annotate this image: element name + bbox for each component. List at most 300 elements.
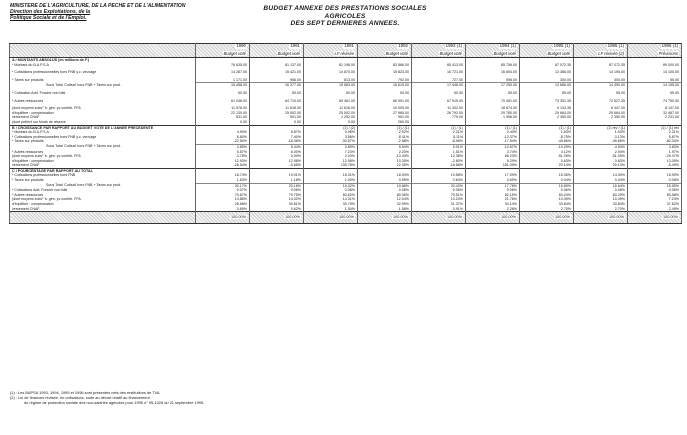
value-cell: 37.62%	[628, 202, 682, 207]
value-cell: 11 616.00	[250, 106, 304, 111]
total-cell	[196, 212, 250, 224]
value-cell: 18.93%	[358, 173, 412, 178]
row-label: Sous Total 'Cotisat' hors FNB + Taxes sur prod.	[46, 82, 122, 87]
value-cell: 501.00	[250, 115, 304, 120]
row-label: (dont moyens subv° b. gén. yc contrib. FFA	[12, 106, 81, 111]
section-subhead: (1) / (1)	[466, 125, 520, 130]
value-cell: 7.23%	[304, 150, 358, 155]
row-label: * Montant du B.A.P.S.A	[12, 62, 49, 67]
value-cell: 2 350.00	[520, 115, 574, 120]
value-cell: 11 616.00	[304, 106, 358, 111]
value-cell: 17.09%	[466, 173, 520, 178]
value-cell: -5.49%	[628, 163, 682, 168]
value-cell: 83 566.00	[358, 63, 412, 68]
value-cell: 300.00	[574, 78, 628, 83]
value-cell: 0.63%	[574, 159, 628, 164]
row-label: * Montant du B.A.P.S.A	[12, 130, 49, 135]
value-cell: 5.94%	[358, 144, 412, 149]
value-cell: 13.05%	[628, 159, 682, 164]
value-cell: 4.12%	[520, 150, 574, 155]
value-cell: 1 252.00	[304, 115, 358, 120]
value-cell: 13 366.00	[520, 70, 574, 75]
value-cell: 22 130.00	[196, 111, 250, 116]
value-cell: 20.14%	[520, 163, 574, 168]
value-cell: -22.50%	[196, 139, 250, 144]
value-cell: 5.01%	[412, 144, 466, 149]
policy-name: Politique Sociale et de l'Emploi.	[10, 15, 87, 22]
value-cell: 300.00	[520, 78, 574, 83]
title-line-2: DES SEPT DERNIERES ANNEES.	[290, 20, 400, 28]
value-cell: 26 792.00	[412, 111, 466, 116]
value-cell: 2 350.00	[574, 115, 628, 120]
value-cell: 20.43%	[412, 183, 466, 188]
total-value: 100.00%	[663, 215, 678, 220]
value-cell: 55.00	[628, 91, 682, 96]
value-cell: 0.06%	[466, 188, 520, 193]
total-value: 100.00%	[285, 215, 300, 220]
value-cell: 5.11%	[412, 135, 466, 140]
value-cell: 65 461.00	[304, 99, 358, 104]
value-cell: 66 901.00	[358, 99, 412, 104]
column-subtitle: Budget voté	[439, 51, 462, 57]
section-title: C / POURCENTAGE PAR RAPPORT AU TOTAL	[10, 168, 196, 173]
value-cell: 12.93%	[196, 159, 250, 164]
value-cell: 0.06%	[520, 188, 574, 193]
value-cell: 29 664.00	[520, 111, 574, 116]
value-cell: 1.54%	[304, 207, 358, 212]
value-cell: 18 674.00	[466, 106, 520, 111]
value-cell: 4.90%	[196, 130, 250, 135]
value-cell: 20.17%	[196, 183, 250, 188]
row-label: * Cotisations professionnelles hors FNB y.c. veuvage	[12, 70, 97, 75]
value-cell: 9 134.35	[520, 106, 574, 111]
total-cell	[358, 212, 412, 224]
value-cell: 55.00	[628, 78, 682, 83]
total-cell	[574, 212, 628, 224]
value-cell: 16 377.00	[250, 83, 304, 88]
value-cell: 2.92%	[358, 130, 412, 135]
ministry-header	[10, 3, 242, 22]
value-cell: 55.00	[574, 91, 628, 96]
value-cell: -2.80%	[412, 159, 466, 164]
value-cell: 260.00	[358, 120, 412, 125]
value-cell: 89 000.00	[628, 63, 682, 68]
value-cell: 151.09%	[466, 163, 520, 168]
value-cell: 14 490.00	[574, 83, 628, 88]
value-cell: 15.90%	[628, 173, 682, 178]
column-header	[520, 44, 574, 58]
table-body	[10, 58, 682, 224]
total-value: 100.00%	[609, 215, 624, 220]
value-cell: 83.98%	[628, 193, 682, 198]
value-cell: -18.68%	[412, 163, 466, 168]
column-subtitle: Budget voté	[385, 51, 408, 57]
value-cell: -17.54%	[466, 139, 520, 144]
value-cell: 27 965.00	[358, 111, 412, 116]
column-subtitle: LF révisée (2)	[598, 51, 624, 57]
value-cell: 25 002.00	[250, 111, 304, 116]
value-cell: 135.78%	[304, 163, 358, 168]
section-subhead: (1) / (1)	[520, 125, 574, 130]
column-year: 1995 (1)	[553, 43, 570, 48]
value-cell: 0.06%	[574, 188, 628, 193]
value-cell: 0.96%	[304, 130, 358, 135]
footnotes	[10, 390, 204, 405]
value-cell: -10.29%	[520, 144, 574, 149]
value-cell: 2 231.00	[628, 115, 682, 120]
value-cell: 596.00	[466, 78, 520, 83]
total-cell	[304, 212, 358, 224]
value-cell: 8 147.00	[628, 106, 682, 111]
value-cell: 19.58%	[412, 173, 466, 178]
value-cell: -8.96%	[412, 139, 466, 144]
value-cell: 2.28%	[466, 207, 520, 212]
column-header	[574, 44, 628, 58]
value-cell: 25 002.00	[304, 111, 358, 116]
total-value: 100.00%	[555, 215, 570, 220]
section-subhead: (1) / (1)	[358, 125, 412, 130]
row-label: * Taxes sur produits	[12, 178, 44, 183]
row-label: d'équilibre : compensation	[12, 202, 54, 207]
value-cell: 2.49%	[628, 207, 682, 212]
document-title	[250, 5, 440, 28]
value-cell: 85 756.00	[466, 63, 520, 68]
column-year: 1991	[344, 43, 354, 48]
value-cell: 5.44%	[250, 144, 304, 149]
value-cell: 17 448.00	[412, 83, 466, 88]
value-cell: 0.07%	[196, 188, 250, 193]
value-cell: 33.84%	[574, 202, 628, 207]
value-cell: 10 009.00	[358, 106, 412, 111]
value-cell: 80.62%	[304, 193, 358, 198]
column-header	[304, 44, 358, 58]
value-cell: 0.62%	[250, 207, 304, 212]
column-year: 1995 (1)	[607, 43, 624, 48]
value-cell: 19.32%	[304, 183, 358, 188]
total-cell	[520, 212, 574, 224]
value-cell: 11 578.00	[196, 106, 250, 111]
value-cell: 29 780.00	[466, 111, 520, 116]
value-cell: 16.64%	[574, 183, 628, 188]
row-label: (dont prélèvt sur fonds de réserve	[12, 119, 66, 124]
value-cell: 64 710.00	[250, 99, 304, 104]
row-label: (dont moyens subv° b. gén. yc contrib. FFA	[12, 197, 81, 202]
value-cell: -5.65%	[250, 163, 304, 168]
value-cell: 14 190.00	[574, 70, 628, 75]
value-cell: 0.84%	[412, 178, 466, 183]
value-cell: 32 487.00	[628, 111, 682, 116]
value-cell: 32.99%	[358, 202, 412, 207]
value-cell: -3.13%	[574, 135, 628, 140]
value-cell: 14 100.00	[628, 70, 682, 75]
value-cell: -82.33%	[628, 139, 682, 144]
value-cell: 5.57%	[196, 150, 250, 155]
total-value: 100.00%	[447, 215, 462, 220]
value-cell: 0.34%	[520, 178, 574, 183]
value-cell: 6.41%	[358, 135, 412, 140]
value-cell: 1.53%	[196, 178, 250, 183]
value-cell: 20.14%	[574, 163, 628, 168]
row-label: * Autres ressources	[12, 98, 44, 103]
column-subtitle: Prévisions	[658, 51, 678, 57]
value-cell: 951.00	[358, 115, 412, 120]
row-label: * Cotisations professionnelles hors FNB y.c. veuvage	[12, 134, 97, 139]
value-cell: 15 458.00	[196, 83, 250, 88]
value-cell: 0.06%	[250, 188, 304, 193]
value-cell: 5.87%	[250, 130, 304, 135]
value-cell: 12.98%	[304, 159, 358, 164]
value-cell: 14 287.00	[196, 70, 250, 75]
value-cell: 0.95%	[358, 178, 412, 183]
value-cell: 55.00	[520, 91, 574, 96]
value-cell: 50.00	[358, 91, 412, 96]
value-cell: 83.29%	[574, 193, 628, 198]
value-cell: 7.24%	[628, 197, 682, 202]
total-cell	[412, 212, 466, 224]
section-subhead: (1) rév / (1)	[574, 125, 628, 130]
value-cell: 2.70%	[520, 207, 574, 212]
footnote-2-cont: du régime de protection sociale des non-salariés agricoles pour 1995 n° 95-1028 du 21 septembre 1995.	[24, 400, 205, 405]
row-label: versement CNAF	[12, 115, 40, 120]
value-cell: 14.32%	[250, 197, 304, 202]
value-cell: 15.95%	[628, 183, 682, 188]
total-value: 100.00%	[339, 215, 354, 220]
value-cell: 12.98%	[250, 159, 304, 164]
value-cell: 7.40%	[250, 135, 304, 140]
value-cell: 15.35%	[520, 173, 574, 178]
value-cell: 11 302.00	[412, 106, 466, 111]
value-cell: 9.29%	[466, 159, 520, 164]
section-subhead: (1) / (1) rév	[628, 125, 682, 130]
value-cell: 1 171.00	[196, 78, 250, 83]
value-cell: 15 421.00	[250, 70, 304, 75]
budget-table	[9, 43, 682, 224]
value-cell: 0.06%	[412, 188, 466, 193]
value-cell: -2.58%	[358, 139, 412, 144]
column-header	[412, 44, 466, 58]
row-label: * Taxes sur produits	[12, 139, 44, 144]
row-label: * Cotisations professionnelles hors FNB	[12, 173, 76, 178]
total-value: 100.00%	[501, 215, 516, 220]
value-cell: 14 155.00	[628, 83, 682, 88]
value-cell: 50.00	[304, 91, 358, 96]
value-cell: -13.40%	[358, 154, 412, 159]
value-cell: 3.85%	[196, 144, 250, 149]
value-cell: 16 721.00	[412, 70, 466, 75]
ministry-name: MINISTERE DE L'AGRICULTURE, DE LA PECHE ET DE L'ALIMENTATION	[10, 3, 186, 9]
value-cell: 1.18%	[250, 178, 304, 183]
value-cell: 20.18%	[250, 183, 304, 188]
value-cell: 779.00	[412, 115, 466, 120]
value-cell: 50.00	[250, 91, 304, 96]
value-cell: 33.84%	[520, 202, 574, 207]
value-cell: 0.63%	[520, 159, 574, 164]
value-cell: 18.31%	[304, 173, 358, 178]
value-cell: 3.74%	[466, 150, 520, 155]
value-cell: 3.56%	[304, 135, 358, 140]
header-row	[10, 44, 682, 58]
value-cell: 81 196.00	[304, 63, 358, 68]
column-year: 1993 (1)	[445, 43, 462, 48]
value-cell: 30.79%	[304, 202, 358, 207]
column-year: 1990	[236, 43, 246, 48]
value-cell: 87 072.35	[574, 63, 628, 68]
value-cell: 1.53%	[520, 130, 574, 135]
value-cell: -49.66%	[574, 139, 628, 144]
value-cell: 813.00	[304, 78, 358, 83]
value-cell: 1.58%	[358, 207, 412, 212]
totals-label-cell	[10, 212, 196, 224]
value-cell: 10.35%	[358, 159, 412, 164]
value-cell: 14.86%	[196, 197, 250, 202]
value-cell: 50.00	[412, 91, 466, 96]
value-cell: 0.00%	[250, 154, 304, 159]
total-value: 100.00%	[231, 215, 246, 220]
value-cell: -18.36%	[250, 139, 304, 144]
value-cell: 79.75%	[250, 193, 304, 198]
value-cell: 1 956.00	[466, 115, 520, 120]
value-cell: 74 790.00	[628, 99, 682, 104]
value-cell: 21.78%	[466, 197, 520, 202]
column-header	[196, 44, 250, 58]
column-header	[250, 44, 304, 58]
value-cell: 5.87%	[628, 135, 682, 140]
value-cell: 0.91%	[412, 207, 466, 212]
value-cell: -30.57%	[304, 139, 358, 144]
value-cell: 792.00	[358, 78, 412, 83]
section-subhead: (1) / (2)	[304, 125, 358, 130]
value-cell: 2.70%	[574, 207, 628, 212]
value-cell: 13 666.00	[520, 83, 574, 88]
row-label: versement CNAF	[12, 163, 40, 168]
value-cell: 1.00%	[304, 178, 358, 183]
section-subhead: (1) / (1)	[412, 125, 466, 130]
value-cell: -28.54%	[196, 163, 250, 168]
value-cell: 19.88%	[358, 183, 412, 188]
value-cell: 17 250.00	[466, 83, 520, 88]
value-cell: -12.67%	[466, 144, 520, 149]
row-label: * Cotisation Add. Foncier non bâti	[12, 90, 66, 95]
value-cell: 76 635.00	[196, 63, 250, 68]
totals-row	[10, 212, 682, 224]
value-cell: 727.00	[412, 78, 466, 83]
value-cell: 6 447.00	[574, 106, 628, 111]
value-cell: 0.69%	[196, 207, 250, 212]
value-cell: 61 046.00	[196, 99, 250, 104]
section-title: A / MONTANTS ABSOLUS (en millions de F.)	[10, 58, 196, 63]
value-cell: 0.89%	[304, 144, 358, 149]
value-cell: 531.00	[196, 115, 250, 120]
value-cell: 0.00	[304, 120, 358, 125]
column-header	[466, 44, 520, 58]
label-column-header	[10, 44, 196, 58]
value-cell: -51.09%	[574, 154, 628, 159]
direction-name: Direction des Exploitations, de la	[10, 9, 91, 16]
row-label: Sous Total 'Cotisat' hors FNB + Taxes sur prod.	[46, 183, 122, 188]
row-label: * Taxes sur produits	[12, 77, 44, 82]
value-cell: 28.88%	[196, 202, 250, 207]
row-label: Sous Total 'Cotisat' hors FNB + Taxes sur prod.	[46, 144, 122, 149]
value-cell: 80.06%	[358, 193, 412, 198]
value-cell: 2.20%	[358, 150, 412, 155]
column-subtitle: Budget voté	[547, 51, 570, 57]
value-cell: 10.49%	[574, 197, 628, 202]
column-year: 1994 (1)	[499, 43, 516, 48]
column-header	[358, 44, 412, 58]
footnote-2: (2) : Loi de finances révisée, en cotisations, suite au décret relatif au financement	[10, 395, 150, 400]
section-title: B / CROISSANCE PAR RAPPORT AU BUDGET VOTE DE L'ANNEE PRECEDENTE	[10, 125, 196, 130]
value-cell: 0.00	[196, 120, 250, 125]
value-cell: 15 683.00	[304, 83, 358, 88]
value-cell: 65.23%	[466, 154, 520, 159]
value-cell: 1.51%	[412, 150, 466, 155]
total-cell	[628, 212, 682, 224]
column-header	[628, 44, 682, 58]
value-cell: 79.51%	[412, 193, 466, 198]
value-cell: 16 615.00	[358, 83, 412, 88]
value-cell: 31.37%	[412, 202, 466, 207]
value-cell: 1.97%	[628, 150, 682, 155]
row-label: d'équilibre : compensation	[12, 158, 54, 163]
value-cell: 0.06%	[304, 188, 358, 193]
value-cell: 2.94%	[574, 150, 628, 155]
row-label: d'équilibre : compensation	[12, 110, 54, 115]
row-label: versement CNAF	[12, 206, 40, 211]
value-cell: 79.67%	[196, 193, 250, 198]
value-cell: 10.49%	[520, 197, 574, 202]
row-label: * Cotisations Add. Foncier non bâti	[12, 188, 68, 193]
value-cell: 0.06%	[628, 188, 682, 193]
value-cell: 85 413.00	[412, 63, 466, 68]
value-cell: 72 527.35	[574, 99, 628, 104]
value-cell: 15.69%	[520, 183, 574, 188]
total-value: 100.00%	[393, 215, 408, 220]
value-cell: 13.23%	[412, 197, 466, 202]
row-label: * Autres ressources	[12, 149, 44, 154]
value-cell: 2.03%	[304, 154, 358, 159]
value-cell: 30.81%	[250, 202, 304, 207]
value-cell: 18.74%	[196, 173, 250, 178]
value-cell: -3.78%	[196, 154, 250, 159]
value-cell: 22.35%	[358, 163, 412, 168]
value-cell: 15 823.00	[358, 70, 412, 75]
column-year: 1991	[290, 43, 300, 48]
value-cell: 0.06%	[358, 188, 412, 193]
value-cell: -12.37%	[466, 135, 520, 140]
value-cell: 81 137.00	[250, 63, 304, 68]
value-cell: 87 072.35	[520, 63, 574, 68]
title-line-1: BUDGET ANNEXE DES PRESTATIONS SOCIALES AGRICOLES	[263, 5, 427, 20]
value-cell: 12.04%	[358, 197, 412, 202]
total-cell	[466, 212, 520, 224]
value-cell: 84.24%	[520, 193, 574, 198]
value-cell: -29.47%	[628, 154, 682, 159]
column-year: 1992	[398, 43, 408, 48]
value-cell: 73 351.35	[520, 99, 574, 104]
column-subtitle: LF révisée	[334, 51, 354, 57]
value-cell: 29 664.00	[574, 111, 628, 116]
column-subtitle: Budget voté	[493, 51, 516, 57]
value-cell: 6.00%	[250, 150, 304, 155]
value-cell: 67 915.00	[412, 99, 466, 104]
value-cell: 19.01%	[250, 173, 304, 178]
value-cell: 0.40%	[466, 130, 520, 135]
value-cell: 0.69%	[466, 178, 520, 183]
value-cell: 956.00	[250, 78, 304, 83]
value-cell: 2.21%	[628, 130, 682, 135]
footnote-1: (1) : Les BAPSA 1993, 1994, 1995 et 1996 sont présentés nets des restitutions de TVA.	[10, 390, 161, 395]
value-cell: 82.15%	[466, 193, 520, 198]
